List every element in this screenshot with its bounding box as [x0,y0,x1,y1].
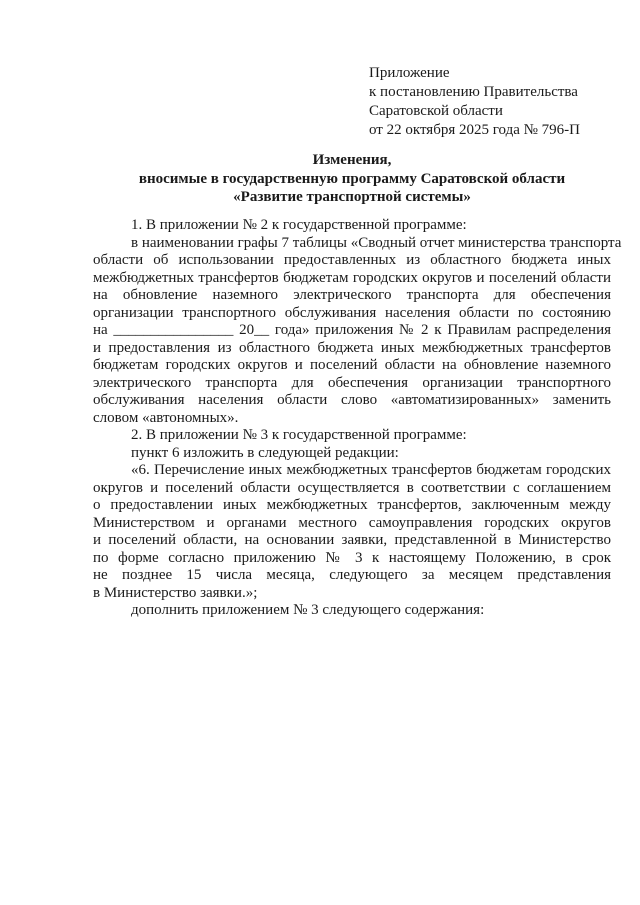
header-line: к постановлению Правительства [369,84,578,100]
body-line: межбюджетных трансфертов бюджетам городских округов и поселений области [93,269,611,286]
body-line: и поселений области, на основании заявки, представленной в Министерство [93,532,611,548]
body-line: 1. В приложении № 2 к государственной программе: [131,217,467,233]
body-line: бюджетам городских округов и поселений области на обновление наземного [93,357,611,373]
body-line: «6. Перечисление иных межбюджетных трансфертов бюджетам городских [131,462,611,478]
body-line: и предоставления из областного бюджета иных межбюджетных трансфертов [93,339,611,356]
body-line: электрического транспорта для обеспечения организации транспортного [93,374,611,391]
body-line: в Министерство заявки.»; [93,584,258,601]
header-line: от 22 октября 2025 года № 796-П [369,122,581,138]
header-line: Приложение [369,65,450,81]
body-line: на ________________ 20__ года» приложения № 2 к Правилам распределения [93,322,611,338]
body-line: не позднее 15 числа месяца, следующего за месяцем представления [93,567,611,583]
body-line: организации транспортного обслуживания населения области по состоянию [93,304,611,321]
document-body [93,217,622,620]
body-line: на обновление наземного электрического транспорта для обеспечения [93,287,611,303]
body-line: обслуживания населения области слово «автоматизированных» заменить [93,392,611,408]
body-line: о предоставлении иных межбюджетных трансфертов, заключенным между [93,497,611,513]
title-line: вносимые в государственную программу Саратовской области [138,170,566,187]
body-line: в наименовании графы 7 таблицы «Сводный отчет министерства транспорта [131,234,622,251]
body-line: по форме согласно приложению № 3 к настоящему Положению, в срок [93,549,611,566]
document-title [93,151,611,207]
body-line: 2. В приложении № 3 к государственной программе: [131,427,467,443]
body-line: округов и поселений области осуществляется в соответствии с соглашением [93,479,611,496]
body-line: дополнить приложением № 3 следующего содержания: [131,602,485,618]
body-line: Министерством и органами местного самоуправления городских округов [93,514,611,531]
title-line: «Развитие транспортной системы» [233,189,471,205]
body-line: области об использовании предоставленных из областного бюджета иных [93,252,611,268]
appendix-header [369,64,580,140]
body-line: словом «автономных». [93,409,239,426]
title-line: Изменения, [312,152,392,168]
header-line: Саратовской области [369,103,503,119]
body-line: пункт 6 изложить в следующей редакции: [131,444,399,461]
